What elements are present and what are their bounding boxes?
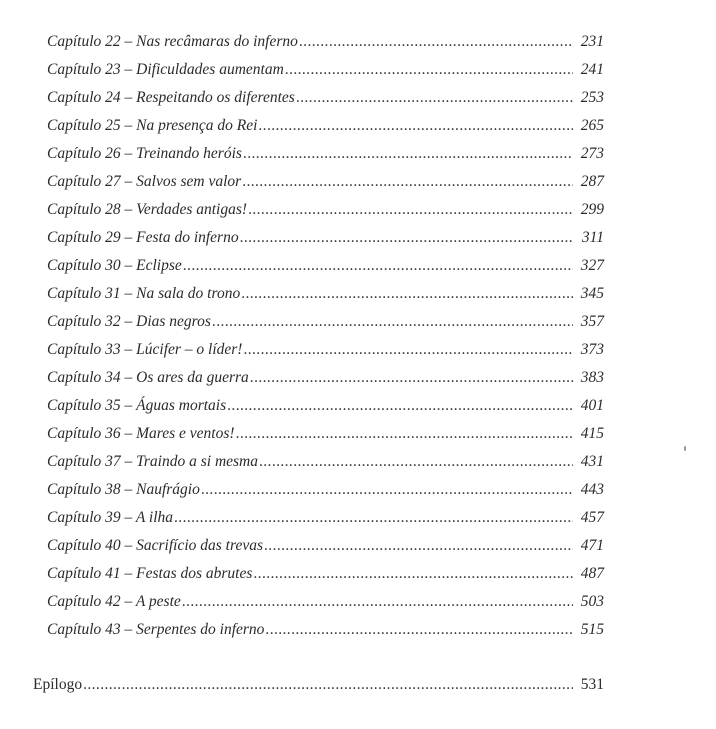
toc-dot-leader — [227, 392, 573, 420]
toc-entry-page: 471 — [580, 537, 604, 554]
toc-dot-leader — [243, 336, 573, 364]
toc-entry-title: Capítulo 34 – Os ares da guerra — [47, 369, 249, 386]
toc-entry-page: 503 — [580, 593, 604, 610]
toc-entry-title: Capítulo 25 – Na presença do Rei — [47, 117, 258, 134]
toc-entry — [47, 336, 604, 364]
toc-entry-page: 431 — [580, 453, 604, 470]
toc-entry-title: Capítulo 27 – Salvos sem valor — [47, 173, 242, 190]
toc-dot-leader — [299, 28, 573, 56]
toc-entry-page: 327 — [580, 257, 604, 274]
toc-dot-leader — [264, 532, 573, 560]
toc-entry-page: 299 — [580, 201, 604, 218]
toc-entry-title: Capítulo 38 – Naufrágio — [47, 481, 200, 498]
toc-entry-title: Capítulo 37 – Traindo a si mesma — [47, 453, 258, 470]
toc-entry-title: Capítulo 43 – Serpentes do inferno — [47, 621, 265, 638]
toc-entry-page: 345 — [580, 285, 604, 302]
toc-entry-page: 415 — [580, 425, 604, 442]
toc-entry-title: Epílogo — [33, 676, 83, 693]
toc-dot-leader — [242, 168, 573, 196]
toc-entry-page: 273 — [580, 145, 604, 162]
toc-entry-page: 457 — [580, 509, 604, 526]
toc-entry — [47, 532, 604, 560]
toc-entry-title: Capítulo 35 – Águas mortais — [47, 397, 227, 414]
toc-entry — [47, 616, 604, 644]
toc-entry — [47, 56, 604, 84]
toc-dot-leader — [258, 112, 573, 140]
toc-entry-page: 531 — [580, 676, 604, 693]
toc-entry-title: Capítulo 36 – Mares e ventos! — [47, 425, 235, 442]
toc-epilogue-entry — [33, 671, 604, 699]
toc-entry-page: 287 — [580, 173, 604, 190]
toc-entry — [47, 252, 604, 280]
toc-entry-page: 311 — [581, 229, 604, 246]
toc-entry-title: Capítulo 26 – Treinando heróis — [47, 145, 242, 162]
toc-dot-leader — [183, 252, 573, 280]
toc-entry-page: 265 — [580, 117, 604, 134]
toc-entry — [47, 560, 604, 588]
toc-entry-title: Capítulo 23 – Dificuldades aumentam — [47, 61, 284, 78]
toc-entry-title: Capítulo 39 – A ilha — [47, 509, 174, 526]
toc-entry-title: Capítulo 28 – Verdades antigas! — [47, 201, 248, 218]
toc-dot-leader — [285, 56, 573, 84]
toc-entry-page: 373 — [580, 341, 604, 358]
toc-entry-page: 253 — [580, 89, 604, 106]
toc-dot-leader — [236, 420, 573, 448]
toc-entry — [47, 448, 604, 476]
toc-entry-title: Capítulo 32 – Dias negros — [47, 313, 211, 330]
toc-entry — [47, 364, 604, 392]
scan-speck-mark — [684, 446, 686, 451]
toc-entry-page: 515 — [580, 621, 604, 638]
toc-dot-leader — [201, 476, 573, 504]
toc-dot-leader — [182, 588, 573, 616]
toc-entry-page: 443 — [580, 481, 604, 498]
toc-entry — [47, 280, 604, 308]
toc-entry-title: Capítulo 29 – Festa do inferno — [47, 229, 239, 246]
toc-entry-title: Capítulo 22 – Nas recâmaras do inferno — [47, 33, 298, 50]
toc-dot-leader — [250, 364, 573, 392]
toc-dot-leader — [259, 448, 573, 476]
toc-entry-page: 357 — [580, 313, 604, 330]
toc-entry-page: 487 — [580, 565, 604, 582]
toc-entry-title: Capítulo 24 – Respeitando os diferentes — [47, 89, 295, 106]
toc-entry — [47, 140, 604, 168]
toc-entry — [47, 84, 604, 112]
toc-entry-title: Capítulo 33 – Lúcifer – o líder! — [47, 341, 243, 358]
toc-entry — [47, 504, 604, 532]
toc-entry-title: Capítulo 31 – Na sala do trono — [47, 285, 241, 302]
toc-dot-leader — [296, 84, 573, 112]
toc-dot-leader — [243, 140, 573, 168]
toc-entry — [47, 28, 604, 56]
toc-entry — [47, 420, 604, 448]
toc-entry — [47, 308, 604, 336]
toc-entry-page: 231 — [580, 33, 604, 50]
toc-entry — [47, 224, 604, 252]
toc-entry-title: Capítulo 30 – Eclipse — [47, 257, 182, 274]
toc-entry-page: 383 — [580, 369, 604, 386]
toc-dot-leader — [83, 671, 573, 699]
toc-dot-leader — [241, 280, 573, 308]
toc-entry — [47, 112, 604, 140]
toc-entry-page: 401 — [580, 397, 604, 414]
toc-dot-leader — [248, 196, 573, 224]
toc-entry — [47, 588, 604, 616]
toc-entry — [47, 476, 604, 504]
toc-entry-page: 241 — [580, 61, 604, 78]
toc-entry — [47, 168, 604, 196]
toc-entry-title: Capítulo 41 – Festas dos abrutes — [47, 565, 253, 582]
toc-dot-leader — [212, 308, 573, 336]
toc-dot-leader — [265, 616, 573, 644]
toc-entry — [47, 392, 604, 420]
toc-entry-title: Capítulo 42 – A peste — [47, 593, 181, 610]
toc-dot-leader — [174, 504, 573, 532]
toc-dot-leader — [240, 224, 573, 252]
toc-entry-title: Capítulo 40 – Sacrifício das trevas — [47, 537, 263, 554]
toc-dot-leader — [253, 560, 573, 588]
toc-entry — [47, 196, 604, 224]
